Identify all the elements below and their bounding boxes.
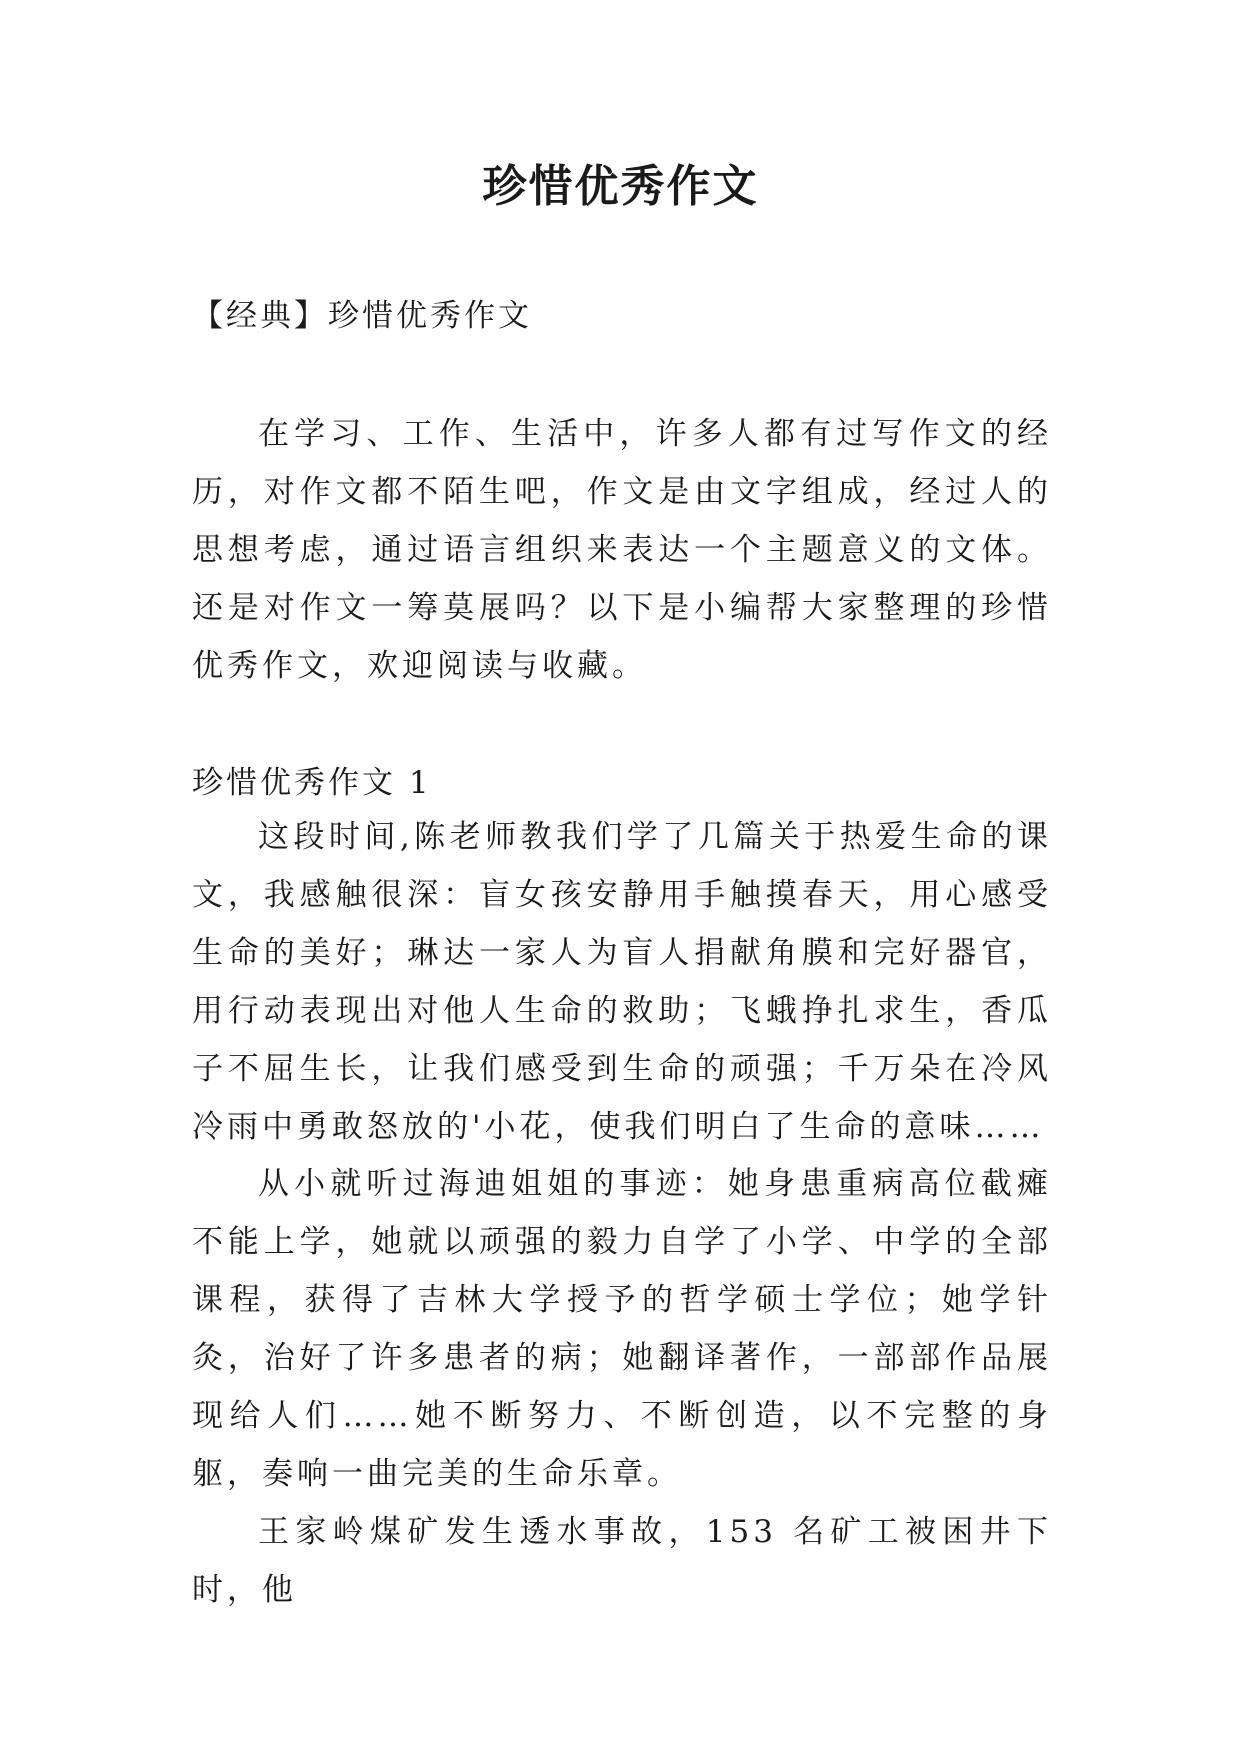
document-title: 珍惜优秀作文 — [482, 161, 759, 212]
section-heading: 珍惜优秀作文 1 — [192, 765, 432, 801]
intro-paragraph: 在学习、工作、生活中，许多人都有过写作文的经历，对作文都不陌生吧，作文是由文字组成，经过人的思想考虑，通过语言组织来表达一个主题意义的文体。还是对作文一筹莫展吗？以下是小编帮大家整理的珍惜优秀作文，欢迎阅读与收藏。 — [192, 416, 1052, 684]
body-paragraph-2: 从小就听过海迪姐姐的事迹：她身患重病高位截瘫不能上学，她就以顽强的毅力自学了小学、中学的全部课程，获得了吉林大学授予的哲学硕士学位；她学针灸，治好了许多患者的病；她翻译著作，一部部作品展现给人们……她不断努力、不断创造，以不完整的身躯，奏响一曲完美的生命乐章。 — [192, 1166, 1052, 1492]
body-paragraph-1: 这段时间,陈老师教我们学了几篇关于热爱生命的课文，我感触很深：盲女孩安静用手触摸春天，用心感受生命的美好；琳达一家人为盲人捐献角膜和完好器官，用行动表现出对他人生命的救助；飞蛾挣扎求生，香瓜子不屈生长，让我们感受到生命的顽强；千万朵在冷风冷雨中勇敢怒放的'小花，使我们明白了生命的意味…… — [192, 819, 1052, 1145]
body-paragraph-3: 王家岭煤矿发生透水事故，153 名矿工被困井下时，他 — [192, 1514, 1052, 1608]
document-subtitle: 【经典】珍惜优秀作文 — [192, 298, 532, 334]
